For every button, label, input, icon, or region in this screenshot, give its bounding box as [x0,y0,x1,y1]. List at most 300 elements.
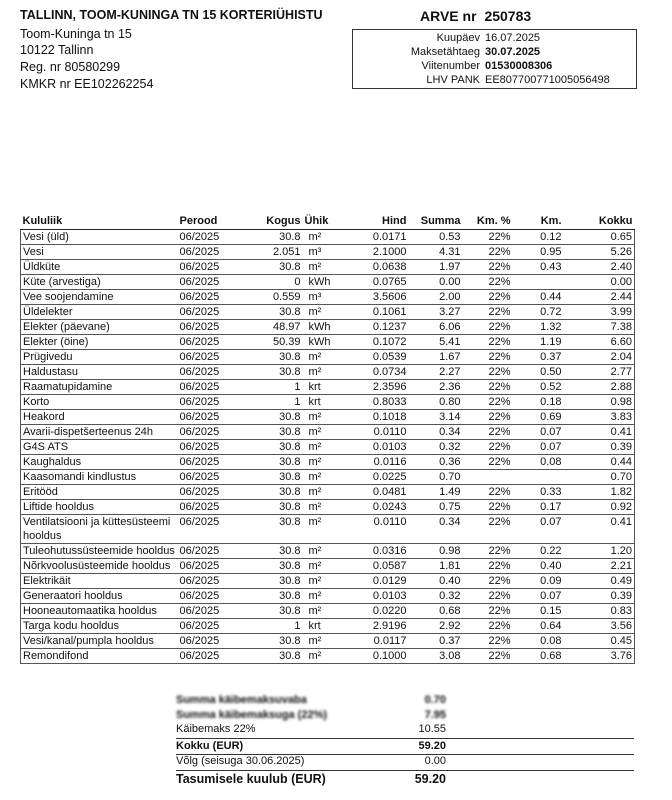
table-row [21,619,635,634]
invoice-date-row [353,32,636,46]
cell-total: 3.83 [564,410,635,425]
cell-total: 5.26 [564,245,635,260]
cell-unit-price: 3.5606 [343,290,409,305]
cell-sum: 0.32 [409,440,463,455]
cell-period: 06/2025 [178,544,238,559]
cell-vat-amount: 0.95 [513,245,564,260]
invoice-due-row [353,46,636,60]
cell-sum: 2.27 [409,365,463,380]
invoice-bank-label: LHV PANK [426,74,480,86]
summary-no-vat-row [176,694,634,709]
cell-item-name: Vee soojendamine [21,290,178,305]
table-row [21,305,635,320]
cell-period: 06/2025 [178,455,238,470]
company-name: TALLINN, TOOM-KUNINGA TN 15 KORTERIÜHISTU [20,8,323,22]
cell-quantity: 30.8 [238,305,303,320]
cell-unit: kWh [303,275,343,290]
col-header-price: Hind [343,214,409,230]
cell-vat-percent: 22% [463,395,513,410]
cell-sum: 0.53 [409,230,463,245]
cell-unit-price: 2.9196 [343,619,409,634]
table-row [21,290,635,305]
col-header-quantity: Kogus [238,214,303,230]
cell-sum: 0.70 [409,470,463,485]
cell-unit: krt [303,395,343,410]
cell-quantity: 30.8 [238,515,303,544]
cell-unit-price: 0.1072 [343,335,409,350]
cell-unit-price: 0.0765 [343,275,409,290]
table-header-row [21,214,635,230]
cell-period: 06/2025 [178,634,238,649]
cell-item-name: Haldustasu [21,365,178,380]
table-row [21,440,635,455]
cell-unit: m² [303,574,343,589]
cell-period: 06/2025 [178,275,238,290]
cell-quantity: 30.8 [238,649,303,664]
cell-unit-price: 0.0316 [343,544,409,559]
invoice-due-label: Maksetähtaeg [410,46,480,58]
cell-period: 06/2025 [178,395,238,410]
cell-vat-percent: 22% [463,260,513,275]
cell-unit: m² [303,260,343,275]
cell-vat-percent: 22% [463,589,513,604]
cell-quantity: 30.8 [238,230,303,245]
cell-item-name: Üldküte [21,260,178,275]
cell-sum: 2.36 [409,380,463,395]
cell-period: 06/2025 [178,500,238,515]
cell-sum: 3.08 [409,649,463,664]
cell-quantity: 30.8 [238,500,303,515]
cell-quantity: 30.8 [238,589,303,604]
invoice-ref-label: Viitenumber [421,60,480,72]
cell-vat-percent: 22% [463,515,513,544]
cell-total: 0.45 [564,634,635,649]
cell-unit: m³ [303,290,343,305]
cell-vat-percent: 22% [463,245,513,260]
cell-quantity: 30.8 [238,634,303,649]
table-row [21,395,635,410]
cell-quantity: 0 [238,275,303,290]
cell-item-name: Üldelekter [21,305,178,320]
cell-total: 3.76 [564,649,635,664]
cell-vat-amount: 0.18 [513,395,564,410]
cell-unit-price: 0.0171 [343,230,409,245]
cell-vat-percent [463,470,513,485]
cell-quantity: 30.8 [238,440,303,455]
cell-period: 06/2025 [178,305,238,320]
table-row [21,559,635,574]
cell-period: 06/2025 [178,425,238,440]
cell-vat-amount: 0.07 [513,589,564,604]
cell-sum: 0.98 [409,544,463,559]
summary-payable-label: Tasumisele kuulub (EUR) [176,772,326,786]
cell-vat-percent: 22% [463,500,513,515]
company-reg-number: Reg. nr 80580299 [20,60,121,74]
cell-vat-amount: 0.33 [513,485,564,500]
cell-total: 6.60 [564,335,635,350]
cell-vat-percent: 22% [463,290,513,305]
cell-quantity: 30.8 [238,425,303,440]
cell-unit: m² [303,500,343,515]
cell-vat-percent: 22% [463,320,513,335]
cell-vat-amount: 0.52 [513,380,564,395]
cell-vat-percent: 22% [463,380,513,395]
cell-total: 0.41 [564,425,635,440]
cell-vat-amount: 0.07 [513,425,564,440]
cell-unit: m² [303,365,343,380]
summary-debt-row [176,755,634,770]
cell-vat-percent: 22% [463,619,513,634]
cell-total: 0.39 [564,589,635,604]
summary-vat-label: Käibemaks 22% [176,723,256,735]
table-row [21,410,635,425]
cell-unit: krt [303,619,343,634]
cell-total: 2.88 [564,380,635,395]
cell-sum: 6.06 [409,320,463,335]
table-row [21,604,635,619]
summary-vat-row [176,723,634,738]
cell-vat-amount: 0.64 [513,619,564,634]
cell-period: 06/2025 [178,335,238,350]
summary-total-value: 59.20 [418,740,446,752]
cell-total: 0.49 [564,574,635,589]
cell-sum: 0.00 [409,275,463,290]
cell-vat-amount: 0.72 [513,305,564,320]
table-row [21,425,635,440]
cell-unit-price: 0.0243 [343,500,409,515]
cell-sum: 0.68 [409,604,463,619]
cell-vat-percent: 22% [463,544,513,559]
cell-total: 2.21 [564,559,635,574]
cell-period: 06/2025 [178,649,238,664]
cell-item-name: Eritööd [21,485,178,500]
col-header-vat-percent: Km. % [463,214,513,230]
cell-unit: m² [303,515,343,544]
cell-total: 0.70 [564,470,635,485]
cell-period: 06/2025 [178,589,238,604]
table-row [21,335,635,350]
cell-quantity: 30.8 [238,260,303,275]
col-header-vat: Km. [513,214,564,230]
cell-sum: 0.80 [409,395,463,410]
cell-unit: m² [303,634,343,649]
cell-quantity: 48.97 [238,320,303,335]
cell-vat-amount: 1.32 [513,320,564,335]
summary-with-vat-value: 7.95 [424,709,446,721]
cell-total: 0.92 [564,500,635,515]
cell-period: 06/2025 [178,245,238,260]
company-address: Toom-Kuninga tn 15 [20,27,132,41]
cell-item-name: Targa kodu hooldus [21,619,178,634]
cell-item-name: Vesi [21,245,178,260]
cell-item-name: Generaatori hooldus [21,589,178,604]
cell-item-name: Vesi/kanal/pumpla hooldus [21,634,178,649]
cell-period: 06/2025 [178,604,238,619]
table-row [21,515,635,544]
cell-unit-price: 0.0129 [343,574,409,589]
cell-period: 06/2025 [178,574,238,589]
cell-total: 0.83 [564,604,635,619]
cell-sum: 0.34 [409,425,463,440]
cell-period: 06/2025 [178,470,238,485]
cell-vat-percent: 22% [463,425,513,440]
cell-unit: m² [303,305,343,320]
cell-vat-percent: 22% [463,305,513,320]
cell-total: 7.38 [564,320,635,335]
cell-unit-price: 0.0734 [343,365,409,380]
summary-total-label: Kokku (EUR) [176,740,244,752]
cell-item-name: Prügivedu [21,350,178,365]
cell-sum: 0.32 [409,589,463,604]
summary-no-vat-value: 0.70 [424,694,446,706]
invoice-ref-row [353,60,636,74]
cell-quantity: 1 [238,380,303,395]
cell-period: 06/2025 [178,485,238,500]
cell-total: 0.41 [564,515,635,544]
cell-vat-percent: 22% [463,350,513,365]
cell-item-name: Heakord [21,410,178,425]
cell-period: 06/2025 [178,380,238,395]
table-row [21,589,635,604]
company-vat-number: KMKR nr EE102262254 [20,77,154,91]
cell-vat-amount: 0.07 [513,440,564,455]
summary-divider [176,770,634,771]
invoice-number: 250783 [484,8,532,24]
cell-unit: m² [303,649,343,664]
cell-quantity: 30.8 [238,604,303,619]
cell-period: 06/2025 [178,410,238,425]
cell-sum: 0.40 [409,574,463,589]
cell-item-name: Kaughaldus [21,455,178,470]
cell-sum: 2.00 [409,290,463,305]
cell-item-name: Ventilatsiooni ja küttesüsteemi hooldus [21,515,178,544]
table-row [21,544,635,559]
col-header-total: Kokku [564,214,635,230]
cell-vat-percent: 22% [463,604,513,619]
table-row [21,260,635,275]
cell-sum: 0.36 [409,455,463,470]
cell-vat-percent: 22% [463,649,513,664]
cell-vat-amount [513,470,564,485]
summary-divider [176,738,634,739]
cell-vat-amount: 0.09 [513,574,564,589]
table-row [21,649,635,664]
cell-quantity: 2.051 [238,245,303,260]
cell-unit: m² [303,410,343,425]
cell-item-name: Elekter (päevane) [21,320,178,335]
table-row [21,365,635,380]
cell-period: 06/2025 [178,515,238,544]
invoice-date-value: 16.07.2025 [485,32,541,44]
summary-debt-label: Võlg (seisuga 30.06.2025) [176,755,305,767]
table-row [21,500,635,515]
cell-total: 0.44 [564,455,635,470]
cell-unit-price: 0.0116 [343,455,409,470]
cell-unit-price: 2.3596 [343,380,409,395]
cell-item-name: Küte (arvestiga) [21,275,178,290]
cell-unit: m² [303,604,343,619]
cell-unit: m² [303,230,343,245]
cell-vat-amount: 0.43 [513,260,564,275]
cell-unit-price: 0.1000 [343,649,409,664]
cell-item-name: Liftide hooldus [21,500,178,515]
cell-total: 2.40 [564,260,635,275]
cell-sum: 1.49 [409,485,463,500]
cell-quantity: 1 [238,619,303,634]
cell-unit: m² [303,470,343,485]
cell-unit: m³ [303,245,343,260]
cell-unit-price: 0.0110 [343,515,409,544]
cell-item-name: Elekter (öine) [21,335,178,350]
cell-quantity: 1 [238,395,303,410]
invoice-title-label: ARVE nr [420,8,477,24]
cell-total: 0.39 [564,440,635,455]
cell-unit-price: 0.0103 [343,440,409,455]
cell-sum: 3.14 [409,410,463,425]
cell-total: 3.99 [564,305,635,320]
cell-vat-percent: 22% [463,559,513,574]
cell-period: 06/2025 [178,365,238,380]
cell-vat-amount: 0.40 [513,559,564,574]
cell-quantity: 30.8 [238,544,303,559]
cell-item-name: Vesi (üld) [21,230,178,245]
cell-quantity: 50.39 [238,335,303,350]
cell-vat-percent: 22% [463,410,513,425]
cell-total: 0.98 [564,395,635,410]
table-row [21,485,635,500]
table-row [21,350,635,365]
cell-item-name: Nõrkvoolusüsteemide hooldus [21,559,178,574]
cell-vat-percent: 22% [463,365,513,380]
invoice-ref-value: 01530008306 [485,60,553,72]
cell-vat-amount: 0.17 [513,500,564,515]
invoice-meta-box [352,29,637,89]
table-row [21,455,635,470]
cell-unit-price: 0.0539 [343,350,409,365]
cell-total: 2.04 [564,350,635,365]
cell-period: 06/2025 [178,290,238,305]
cell-unit-price: 0.1018 [343,410,409,425]
cell-unit-price: 0.0638 [343,260,409,275]
cell-period: 06/2025 [178,350,238,365]
cell-quantity: 30.8 [238,559,303,574]
cell-item-name: Remondifond [21,649,178,664]
cell-total: 2.44 [564,290,635,305]
cell-unit: kWh [303,335,343,350]
cell-quantity: 30.8 [238,574,303,589]
cell-item-name: Elektrikäit [21,574,178,589]
col-header-unit: Ühik [303,214,343,230]
table-row [21,470,635,485]
table-row [21,634,635,649]
summary-with-vat-label: Summa käibemaksuga (22%) [176,709,328,721]
summary-payable-value: 59.20 [414,772,446,786]
cell-sum: 0.75 [409,500,463,515]
table-row [21,275,635,290]
cell-sum: 2.92 [409,619,463,634]
cell-vat-amount [513,275,564,290]
col-header-period: Perood [178,214,238,230]
cell-item-name: Korto [21,395,178,410]
invoice-items-table [20,214,635,664]
cell-vat-amount: 0.44 [513,290,564,305]
cell-unit-price: 0.0110 [343,425,409,440]
cell-vat-percent: 22% [463,634,513,649]
invoice-date-label: Kuupäev [436,32,480,44]
cell-unit-price: 2.1000 [343,245,409,260]
cell-vat-amount: 0.50 [513,365,564,380]
cell-period: 06/2025 [178,230,238,245]
cell-unit: kWh [303,320,343,335]
cell-unit-price: 0.0225 [343,470,409,485]
cell-vat-percent: 22% [463,335,513,350]
cell-vat-amount: 1.19 [513,335,564,350]
summary-debt-value: 0.00 [424,755,446,767]
cell-item-name: Kaasomandi kindlustus [21,470,178,485]
cell-unit-price: 0.0103 [343,589,409,604]
cell-vat-amount: 0.22 [513,544,564,559]
cell-period: 06/2025 [178,619,238,634]
cell-period: 06/2025 [178,559,238,574]
cell-vat-percent: 22% [463,574,513,589]
invoice-title [420,8,531,24]
cell-sum: 1.67 [409,350,463,365]
cell-sum: 3.27 [409,305,463,320]
cell-vat-percent: 22% [463,230,513,245]
cell-total: 0.00 [564,275,635,290]
table-row [21,245,635,260]
cell-item-name: Tuleohutussüsteemide hooldus [21,544,178,559]
cell-sum: 0.34 [409,515,463,544]
cell-item-name: Hooneautomaatika hooldus [21,604,178,619]
summary-vat-value: 10.55 [418,723,446,735]
table-row [21,574,635,589]
cell-quantity: 0.559 [238,290,303,305]
cell-quantity: 30.8 [238,350,303,365]
cell-vat-amount: 0.07 [513,515,564,544]
cell-unit: m² [303,425,343,440]
cell-vat-amount: 0.69 [513,410,564,425]
cell-sum: 1.97 [409,260,463,275]
cell-vat-percent: 22% [463,485,513,500]
cell-quantity: 30.8 [238,485,303,500]
cell-total: 0.65 [564,230,635,245]
cell-total: 3.56 [564,619,635,634]
summary-payable-row [176,772,634,787]
cell-vat-amount: 0.68 [513,649,564,664]
cell-unit: m² [303,455,343,470]
invoice-bank-row [353,74,636,88]
summary-no-vat-label: Summa käibemaksuvaba [176,694,307,706]
cell-sum: 1.81 [409,559,463,574]
cell-quantity: 30.8 [238,365,303,380]
cell-sum: 4.31 [409,245,463,260]
table-row [21,380,635,395]
cell-item-name: Avarii-dispetšerteenus 24h [21,425,178,440]
cell-unit-price: 0.0117 [343,634,409,649]
cell-unit: m² [303,440,343,455]
cell-sum: 0.37 [409,634,463,649]
cell-item-name: Raamatupidamine [21,380,178,395]
cell-total: 2.77 [564,365,635,380]
cell-vat-amount: 0.37 [513,350,564,365]
cell-unit-price: 0.0481 [343,485,409,500]
cell-unit-price: 0.0587 [343,559,409,574]
col-header-sum: Summa [409,214,463,230]
cell-unit: m² [303,544,343,559]
cell-quantity: 30.8 [238,470,303,485]
cell-unit: m² [303,350,343,365]
